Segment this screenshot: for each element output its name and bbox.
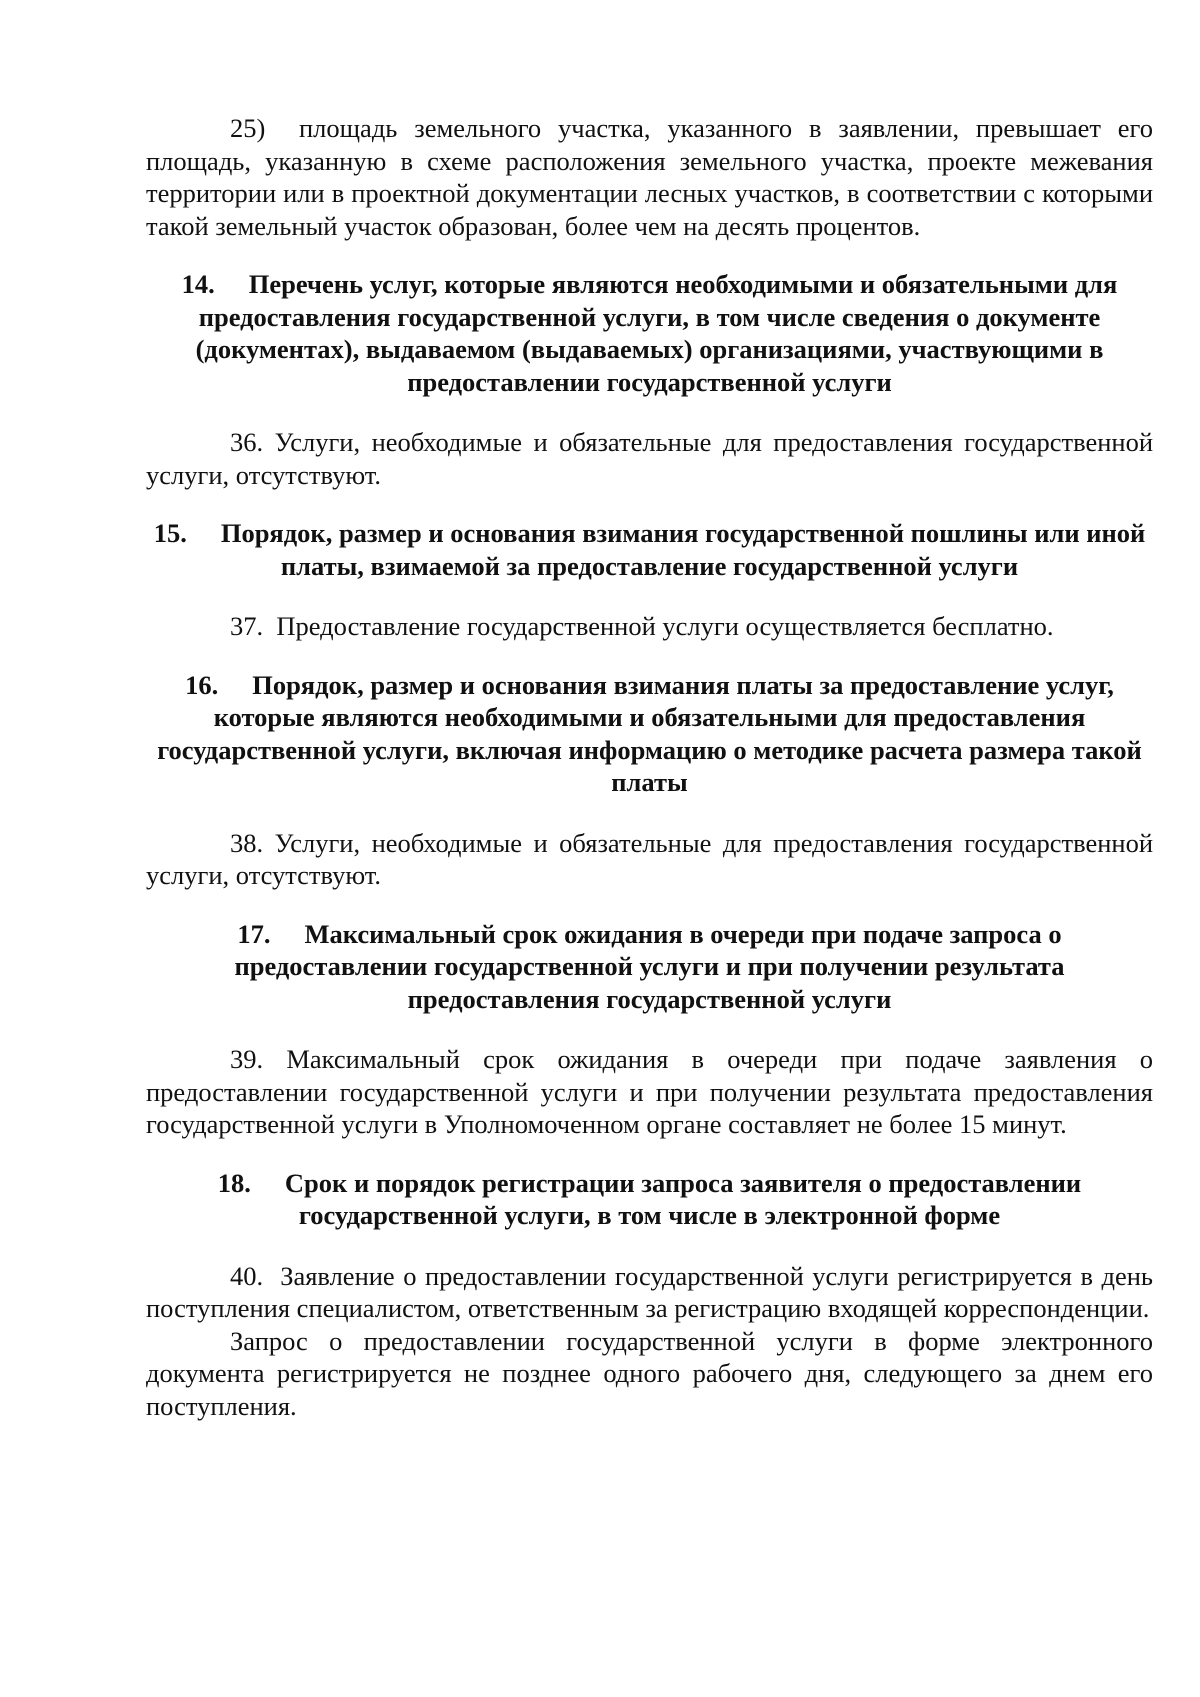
paragraph-text: Максимальный срок ожидания в очереди при подаче заявления о предоставлении государственной услуги и при получении результата предоставления государственной услуги в Уполномоченном органе составляет не более 15 минут. [146,1044,1154,1139]
paragraph-25 [146,112,1153,242]
paragraph-number: 39. [230,1044,264,1074]
section-heading-18 [146,1167,1153,1232]
heading-text: Срок и порядок регистрации запроса заявителя о предоставлении государственной услуги, в том числе в электронной форме [284,1167,1082,1230]
section-heading-16 [146,669,1153,799]
paragraph-text: Услуги, необходимые и обязательные для предоставления государственной услуги, отсутствуют. [146,827,1153,890]
section-heading-14 [146,268,1153,398]
paragraph-text: Услуги, необходимые и обязательные для предоставления государственной услуги, отсутствуют. [146,427,1153,490]
paragraph-number: 36. [230,427,264,457]
heading-text: Максимальный срок ожидания в очереди при подаче запроса о предоставлении государственной услуги и при получении результата предоставления государственной услуги [234,918,1065,1014]
section-heading-15 [146,517,1153,582]
heading-text: Перечень услуг, которые являются необходимыми и обязательными для предоставления государственной услуги, в том числе сведения о документе (документах), выдаваемом (выдаваемых) организациями, участвующими в предоставлении государственной услуги [195,269,1118,397]
heading-number: 16. [185,669,219,700]
paragraph-text: площадь земельного участка, указанного в заявлении, превышает его площадь, указанную в схеме расположения земельного участка, проекте межевания территории или в проектной документации лесных участков, в соответствии с которыми такой земельный участок образован, более чем на десять процентов. [146,113,1153,241]
heading-number: 14. [181,269,215,299]
heading-number: 18. [217,1167,251,1198]
paragraph-number: 38. [230,827,264,858]
heading-text: Порядок, размер и основания взимания государственной пошлины или иной платы, взимаемой за предоставление государственной услуги [220,518,1146,581]
heading-number: 17. [237,918,271,949]
paragraph-40-continuation [146,1325,1153,1423]
heading-number: 15. [153,518,187,548]
paragraph-text: Заявление о предоставлении государственной услуги регистрируется в день поступления специалистом, ответственным за регистрацию входящей корреспонденции. [146,1260,1153,1323]
paragraph-number: 25) [230,113,266,143]
section-heading-17 [146,918,1153,1016]
document-page [146,112,1153,1422]
paragraph-text: Запрос о предоставлении государственной услуги в форме электронного документа регистрируется не позднее одного рабочего дня, следующего за днем его поступления. [146,1325,1153,1421]
paragraph-38 [146,827,1153,892]
paragraph-number: 40. [230,1260,264,1291]
paragraph-40 [146,1260,1153,1325]
paragraph-text: Предоставление государственной услуги осуществляется бесплатно. [276,611,1054,641]
paragraph-39 [146,1043,1153,1141]
paragraph-number: 37. [230,611,264,641]
paragraph-37 [146,610,1153,643]
heading-text: Порядок, размер и основания взимания платы за предоставление услуг, которые являются необходимыми и обязательными для предоставления государственной услуги, включая информацию о методике расчета размера такой платы [157,669,1142,797]
paragraph-36 [146,426,1153,491]
